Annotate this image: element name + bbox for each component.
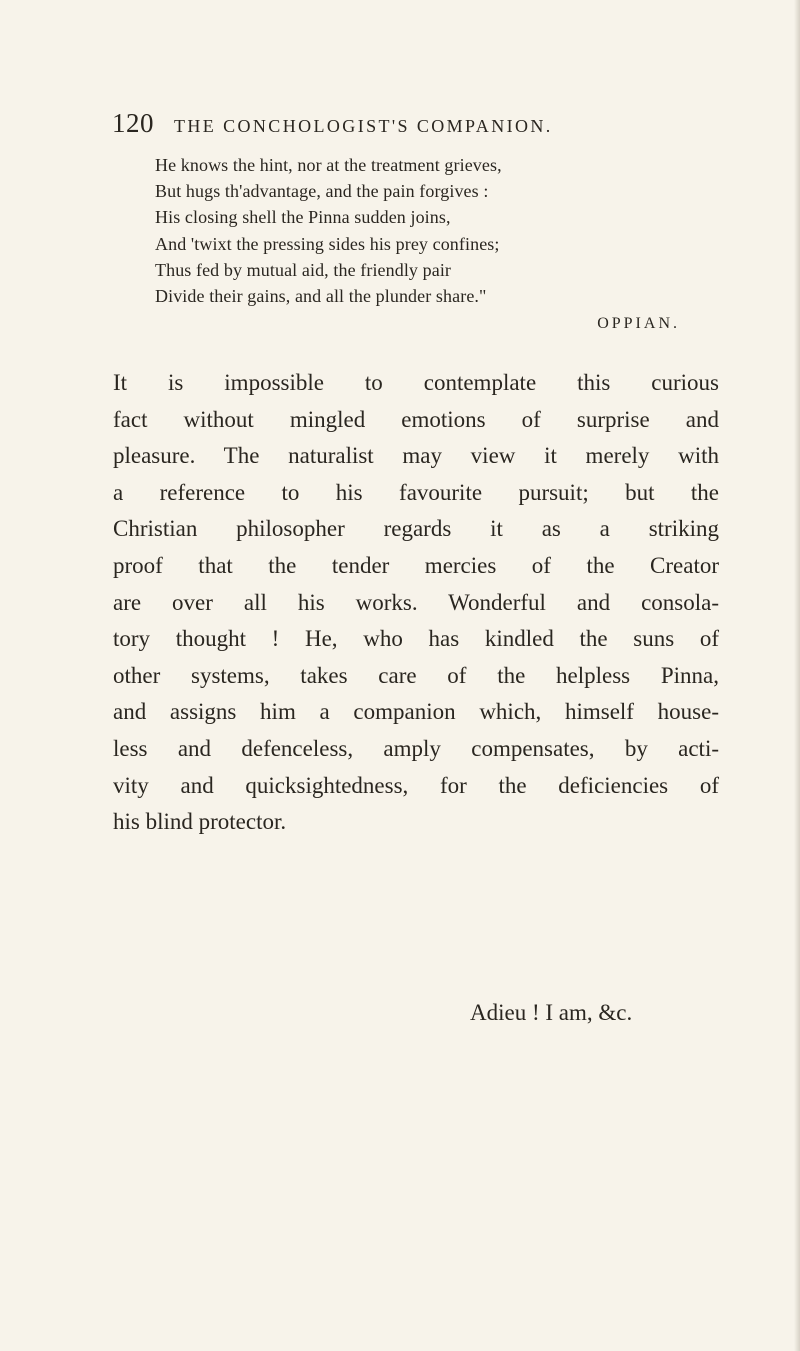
- prose-line: vity and quicksightedness, for the deficiencies of: [113, 772, 719, 798]
- page-number: 120: [112, 108, 154, 138]
- prose-line: a reference to his favourite pursuit; but the: [113, 479, 719, 505]
- verse-quotation: [155, 152, 695, 309]
- prose-paragraph: [113, 365, 719, 841]
- running-head: [112, 108, 672, 142]
- verse-line: Divide their gains, and all the plunder share.": [155, 285, 487, 306]
- prose-line: tory thought ! He, who has kindled the suns of: [113, 626, 719, 652]
- prose-line: his blind protector.: [113, 809, 287, 835]
- prose-line: less and defenceless, amply compensates, by acti-: [113, 735, 719, 761]
- prose-line: fact without mingled emotions of surprise and: [113, 406, 719, 432]
- verse-line: But hugs th'advantage, and the pain forgives :: [155, 181, 489, 202]
- prose-line: pleasure. The naturalist may view it merely with: [113, 443, 719, 469]
- verse-line: Thus fed by mutual aid, the friendly pair: [155, 259, 452, 280]
- prose-line: and assigns him a companion which, himself house-: [113, 699, 719, 725]
- verse-attribution: OPPIAN.: [597, 315, 680, 332]
- prose-line: Christian philosopher regards it as a striking: [113, 516, 719, 542]
- prose-line: are over all his works. Wonderful and consola-: [113, 589, 719, 615]
- prose-line: proof that the tender mercies of the Creator: [113, 552, 719, 578]
- letter-closing: Adieu ! I am, &c.: [470, 1000, 633, 1025]
- page-edge-shadow: [794, 0, 800, 1351]
- verse-line: His closing shell the Pinna sudden joins,: [155, 207, 451, 228]
- verse-line: He knows the hint, nor at the treatment grieves,: [155, 155, 502, 175]
- prose-line: other systems, takes care of the helpless Pinna,: [113, 662, 719, 688]
- running-title: THE CONCHOLOGIST'S COMPANION.: [174, 116, 553, 136]
- verse-line: And 'twixt the pressing sides his prey confines;: [155, 233, 500, 254]
- prose-line: It is impossible to contemplate this curious: [113, 370, 719, 395]
